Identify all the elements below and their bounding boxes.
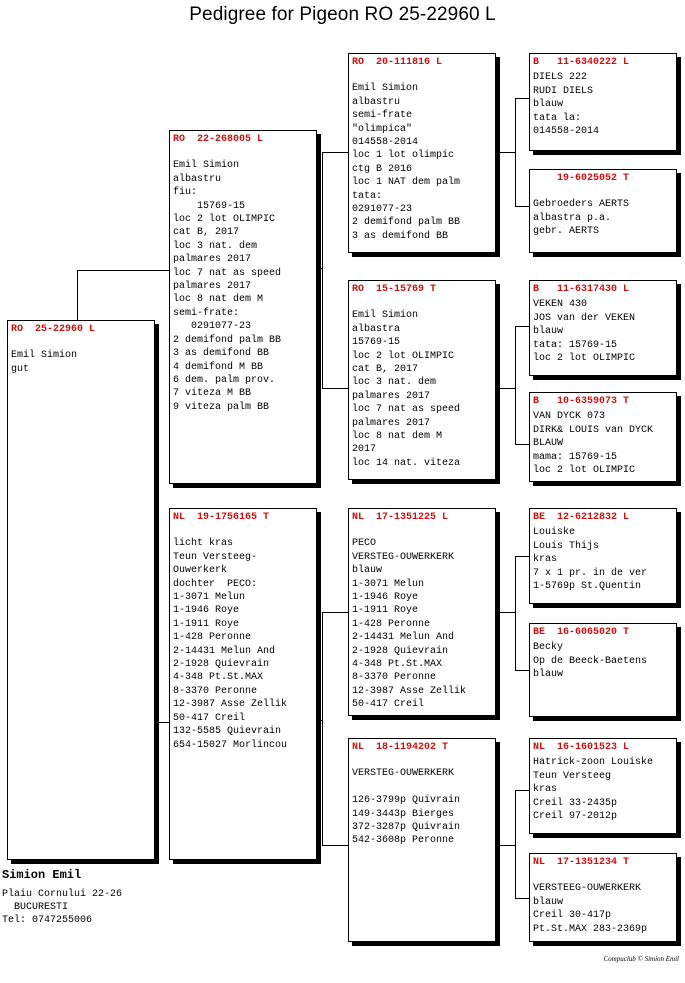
ring-number: RO 25-22960 L <box>11 324 96 335</box>
pigeon-info-line: loc 8 nat dem M <box>173 294 264 306</box>
pigeon-info-line: dochter PECO: <box>173 578 258 590</box>
connector <box>515 556 530 557</box>
pigeon-info-line: Teun Versteeg <box>533 770 612 782</box>
pigeon-info-line: semi-frate <box>352 110 413 122</box>
pigeon-info-line: Creil 97-2012p <box>533 811 618 823</box>
pigeon-info-line: 7 x 1 pr. in de ver <box>533 567 648 579</box>
pigeon-info-line: loc 14 nat. viteza <box>352 457 461 469</box>
pigeon-card-sire[interactable] <box>169 130 317 484</box>
ring-number: BE 16-6065020 T <box>533 627 630 638</box>
pigeon-info-line: Op de Beeck-Baetens <box>533 655 648 667</box>
ring-number: B 11-6317430 L <box>533 284 630 295</box>
pigeon-info-line: albastru <box>173 173 222 185</box>
pigeon-card-gg8[interactable] <box>529 853 677 942</box>
ring-number: RO 22-268005 L <box>173 134 264 145</box>
pigeon-info-line: 6 dem. palm prov. <box>173 374 276 386</box>
pigeon-info-line: 15769-15 <box>173 200 246 212</box>
pigeon-info-line: 8-3370 Peronne <box>173 685 258 697</box>
pigeon-card-gg3[interactable] <box>529 280 677 376</box>
pigeon-info-line: 0291077-23 <box>352 204 413 216</box>
pigeon-info-line: loc 3 nat. dem <box>352 377 437 389</box>
pigeon-info-line: VERSTEEG-OUWERKERK <box>533 883 642 895</box>
ring-number: RO 20-111816 L <box>352 57 443 68</box>
connector <box>515 444 530 445</box>
pigeon-info-line: RUDI DIELS <box>533 85 594 97</box>
pigeon-info-line: VERSTEG-OUWERKERK <box>352 768 455 780</box>
pigeon-info-line: albastru <box>352 96 401 108</box>
pigeon-info-line: Emil Simion <box>352 310 419 322</box>
pigeon-card-gg6[interactable] <box>529 623 677 717</box>
pigeon-card-gg1[interactable] <box>529 53 677 151</box>
pigeon-info-line: gut <box>11 363 30 375</box>
pigeon-info-line: 15769-15 <box>352 337 401 349</box>
pigeon-info-line: albastra <box>352 323 401 335</box>
pigeon-info-line: blauw <box>533 669 564 681</box>
pigeon-info-line: DIRK& LOUIS van DYCK <box>533 424 654 436</box>
pigeon-info-line: palmares 2017 <box>173 281 252 293</box>
pigeon-info-line: VERSTEG-OUWERKERK <box>352 551 455 563</box>
connector <box>322 152 323 388</box>
connector <box>515 790 516 898</box>
pigeon-info-line: kras <box>533 784 558 796</box>
pigeon-info-line <box>352 781 492 794</box>
pigeon-card-gg5[interactable] <box>529 508 677 604</box>
pigeon-info-line: mama: 15769-15 <box>533 451 618 463</box>
pigeon-info-line: 1-1946 Roye <box>173 605 240 617</box>
pigeon-info-line: blauw <box>533 896 564 908</box>
pigeon-info-line: 2017 <box>352 444 377 456</box>
pigeon-card-gg7[interactable] <box>529 738 677 834</box>
pigeon-info-line: 50-417 Creil <box>173 712 246 724</box>
pigeon-info-line: 132-5585 Quievrain <box>173 726 282 738</box>
footer-credit: Compuclub © Simion Emil <box>603 955 679 963</box>
ring-number: NL 18-1194202 T <box>352 742 449 753</box>
pigeon-card-dam[interactable] <box>169 508 317 860</box>
pigeon-info-line: JOS van der VEKEN <box>533 312 636 324</box>
pigeon-card-gg2[interactable] <box>529 169 677 253</box>
pigeon-info-line: blauw <box>533 326 564 338</box>
pigeon-info-line: loc 2 lot OLIMPIC <box>533 465 636 477</box>
connector <box>322 612 350 613</box>
connector <box>515 98 530 99</box>
pigeon-info-line: 1-3071 Melun <box>352 578 425 590</box>
pigeon-info-line: ctg B 2016 <box>352 163 413 175</box>
pigeon-card-sire-dam[interactable] <box>348 280 496 480</box>
connector <box>497 612 515 613</box>
ring-number: NL 17-1351225 L <box>352 512 449 523</box>
pigeon-info-line: 12-3987 Asse Zellik <box>352 685 467 697</box>
connector <box>497 388 515 389</box>
owner-block <box>2 868 122 927</box>
pigeon-info-line: palmares 2017 <box>352 390 431 402</box>
pigeon-info-line: 1-428 Peronne <box>173 632 252 644</box>
owner-name: Simion Emil <box>2 868 82 882</box>
pigeon-info-line: 126-3799p Quivrain <box>352 795 461 807</box>
pigeon-info-line: 4-348 Pt.St.MAX <box>352 659 443 671</box>
pigeon-card-dam-dam[interactable] <box>348 738 496 942</box>
pigeon-info-line: 1-1911 Roye <box>173 618 240 630</box>
owner-address-line: BUCURESTI <box>2 902 69 913</box>
pigeon-info-line: 149-3443p Bierges <box>352 808 455 820</box>
pigeon-info-line: PECO <box>352 538 377 550</box>
pigeon-info-line: 2-14431 Melun And <box>173 645 276 657</box>
connector <box>515 790 530 791</box>
pigeon-info-line: 0291077-23 <box>173 321 252 333</box>
pigeon-info-line: 2 demifond palm BB <box>352 217 461 229</box>
ring-number: NL 19-1756165 T <box>173 512 270 523</box>
pigeon-info-line: 1-3071 Melun <box>173 592 246 604</box>
pigeon-info-line: Gebroeders AERTS <box>533 199 630 211</box>
pigeon-info-line: Becky <box>533 642 564 654</box>
connector <box>515 556 516 670</box>
pigeon-info-line: Emil Simion <box>352 83 419 95</box>
pigeon-info-line: Emil Simion <box>11 350 78 362</box>
pigeon-info-line: 50-417 Creil <box>352 699 425 711</box>
pigeon-info-line: Creil 30-417p <box>533 910 612 922</box>
pigeon-info-line: loc 8 nat dem M <box>352 431 443 443</box>
pigeon-info-line: 2-1928 Quievrain <box>352 645 449 657</box>
pigeon-info-line: loc 7 nat as speed <box>173 267 282 279</box>
ring-number: B 10-6359073 T <box>533 396 630 407</box>
pigeon-info-line: gebr. AERTS <box>533 226 600 238</box>
connector <box>515 326 516 444</box>
pigeon-info-line: loc 7 nat as speed <box>352 404 461 416</box>
pigeon-info-line: 7 viteza M BB <box>173 388 252 400</box>
connector <box>497 152 515 153</box>
connector <box>515 206 530 207</box>
pigeon-info-line: 542-3608p Peronne <box>352 835 455 847</box>
pigeon-info-line: tata la: <box>533 112 582 124</box>
owner-phone: Tel: 0747255006 <box>2 915 93 926</box>
pigeon-info-line: Creil 33-2435p <box>533 797 618 809</box>
pigeon-info-line: 014558-2014 <box>352 137 419 149</box>
connector <box>515 98 516 206</box>
pigeon-info-line: 2-1928 Quievrain <box>173 659 270 671</box>
connector <box>497 845 515 846</box>
pigeon-info-line: albastra p.a. <box>533 212 612 224</box>
connector <box>515 898 530 899</box>
pigeon-info-line: 654-15027 Morlincou <box>173 739 288 751</box>
ring-number: RO 15-15769 T <box>352 284 437 295</box>
pigeon-info-line: 9 viteza palm BB <box>173 401 270 413</box>
pigeon-info-line: 4 demifond M BB <box>173 361 264 373</box>
pigeon-info-line: loc 2 lot OLIMPIC <box>352 350 455 362</box>
pigeon-info-line: loc 2 lot OLIMPIC <box>173 214 276 226</box>
pigeon-info-line: loc 1 lot olimpic <box>352 150 455 162</box>
ring-number: B 11-6340222 L <box>533 57 630 68</box>
ring-number: BE 12-6212832 L <box>533 512 630 523</box>
pigeon-info-line: Pt.St.MAX 283-2369p <box>533 923 648 935</box>
pigeon-info-line: Hatrick-zoon Louiske <box>533 757 654 769</box>
pigeon-info-line: 8-3370 Peronne <box>352 672 437 684</box>
pigeon-info-line: 1-1946 Roye <box>352 592 419 604</box>
pigeon-info-line: DIELS 222 <box>533 72 588 84</box>
connector <box>317 720 322 721</box>
pigeon-info-line: licht kras <box>173 538 234 550</box>
connector <box>515 670 530 671</box>
pigeon-info-line: Louiske <box>533 527 576 539</box>
pigeon-info-line: Emil Simion <box>173 160 240 172</box>
pigeon-info-line: 12-3987 Asse Zellik <box>173 699 288 711</box>
pigeon-info-line: loc 2 lot OLIMPIC <box>533 353 636 365</box>
pigeon-info-line: blauw <box>352 565 383 577</box>
pigeon-info-line: 372-3287p Quivrain <box>352 822 461 834</box>
pigeon-info-line: VAN DYCK 073 <box>533 411 606 423</box>
pigeon-info-line: 014558-2014 <box>533 126 600 138</box>
pigeon-info-line: 1-428 Peronne <box>352 618 431 630</box>
pigeon-info-line: tata: 15769-15 <box>533 339 618 351</box>
pigeon-info-line: Louis Thijs <box>533 540 600 552</box>
connector <box>515 326 530 327</box>
pigeon-card-subject[interactable] <box>7 320 155 860</box>
pigeon-info-line: Teun Versteeg- <box>173 551 258 563</box>
pigeon-info-line: cat B, 2017 <box>352 364 419 376</box>
pigeon-info-line: semi-frate: <box>173 307 240 319</box>
owner-address-line: Plaiu Cornului 22-26 <box>2 889 123 900</box>
connector <box>322 388 350 389</box>
pigeon-info-line: BLAUW <box>533 438 564 450</box>
pigeon-info-line: VEKEN 430 <box>533 299 588 311</box>
pigeon-info-line: 1-1911 Roye <box>352 605 419 617</box>
pigeon-info-line: 3 as demifond BB <box>352 230 449 242</box>
ring-number: NL 16-1601523 L <box>533 742 630 753</box>
pigeon-card-dam-sire[interactable] <box>348 508 496 716</box>
pigeon-info-line: 2-14431 Melun And <box>352 632 455 644</box>
pigeon-info-line: tata: <box>352 190 383 202</box>
page-title: Pedigree for Pigeon RO 25-22960 L <box>189 4 496 25</box>
ring-number: 19-6025052 T <box>533 173 630 184</box>
connector <box>322 152 350 153</box>
ring-number: NL 17-1351234 T <box>533 857 630 868</box>
pigeon-info-line: 4-348 Pt.St.MAX <box>173 672 264 684</box>
pigeon-info-line: palmares 2017 <box>173 254 252 266</box>
pigeon-info-line: loc 1 NAT dem palm <box>352 177 461 189</box>
connector <box>77 270 171 271</box>
pigeon-card-gg4[interactable] <box>529 392 677 482</box>
connector <box>322 612 323 845</box>
pigeon-info-line: cat B, 2017 <box>173 227 240 239</box>
connector <box>317 268 322 269</box>
pigeon-info-line: kras <box>533 554 558 566</box>
pigeon-info-line: Ouwerkerk <box>173 565 228 577</box>
pigeon-info-line: blauw <box>533 99 564 111</box>
pigeon-info-line: 1-5769p St.Quentin <box>533 581 642 593</box>
connector <box>322 845 350 846</box>
pigeon-card-sire-sire[interactable] <box>348 53 496 253</box>
pigeon-info-line: "olimpica" <box>352 123 413 135</box>
pigeon-info-line: 3 as demifond BB <box>173 348 270 360</box>
pigeon-info-line: palmares 2017 <box>352 417 431 429</box>
pigeon-info-line: fiu: <box>173 187 198 199</box>
pigeon-info-line: 2 demifond palm BB <box>173 334 282 346</box>
pigeon-info-line: loc 3 nat. dem <box>173 240 258 252</box>
